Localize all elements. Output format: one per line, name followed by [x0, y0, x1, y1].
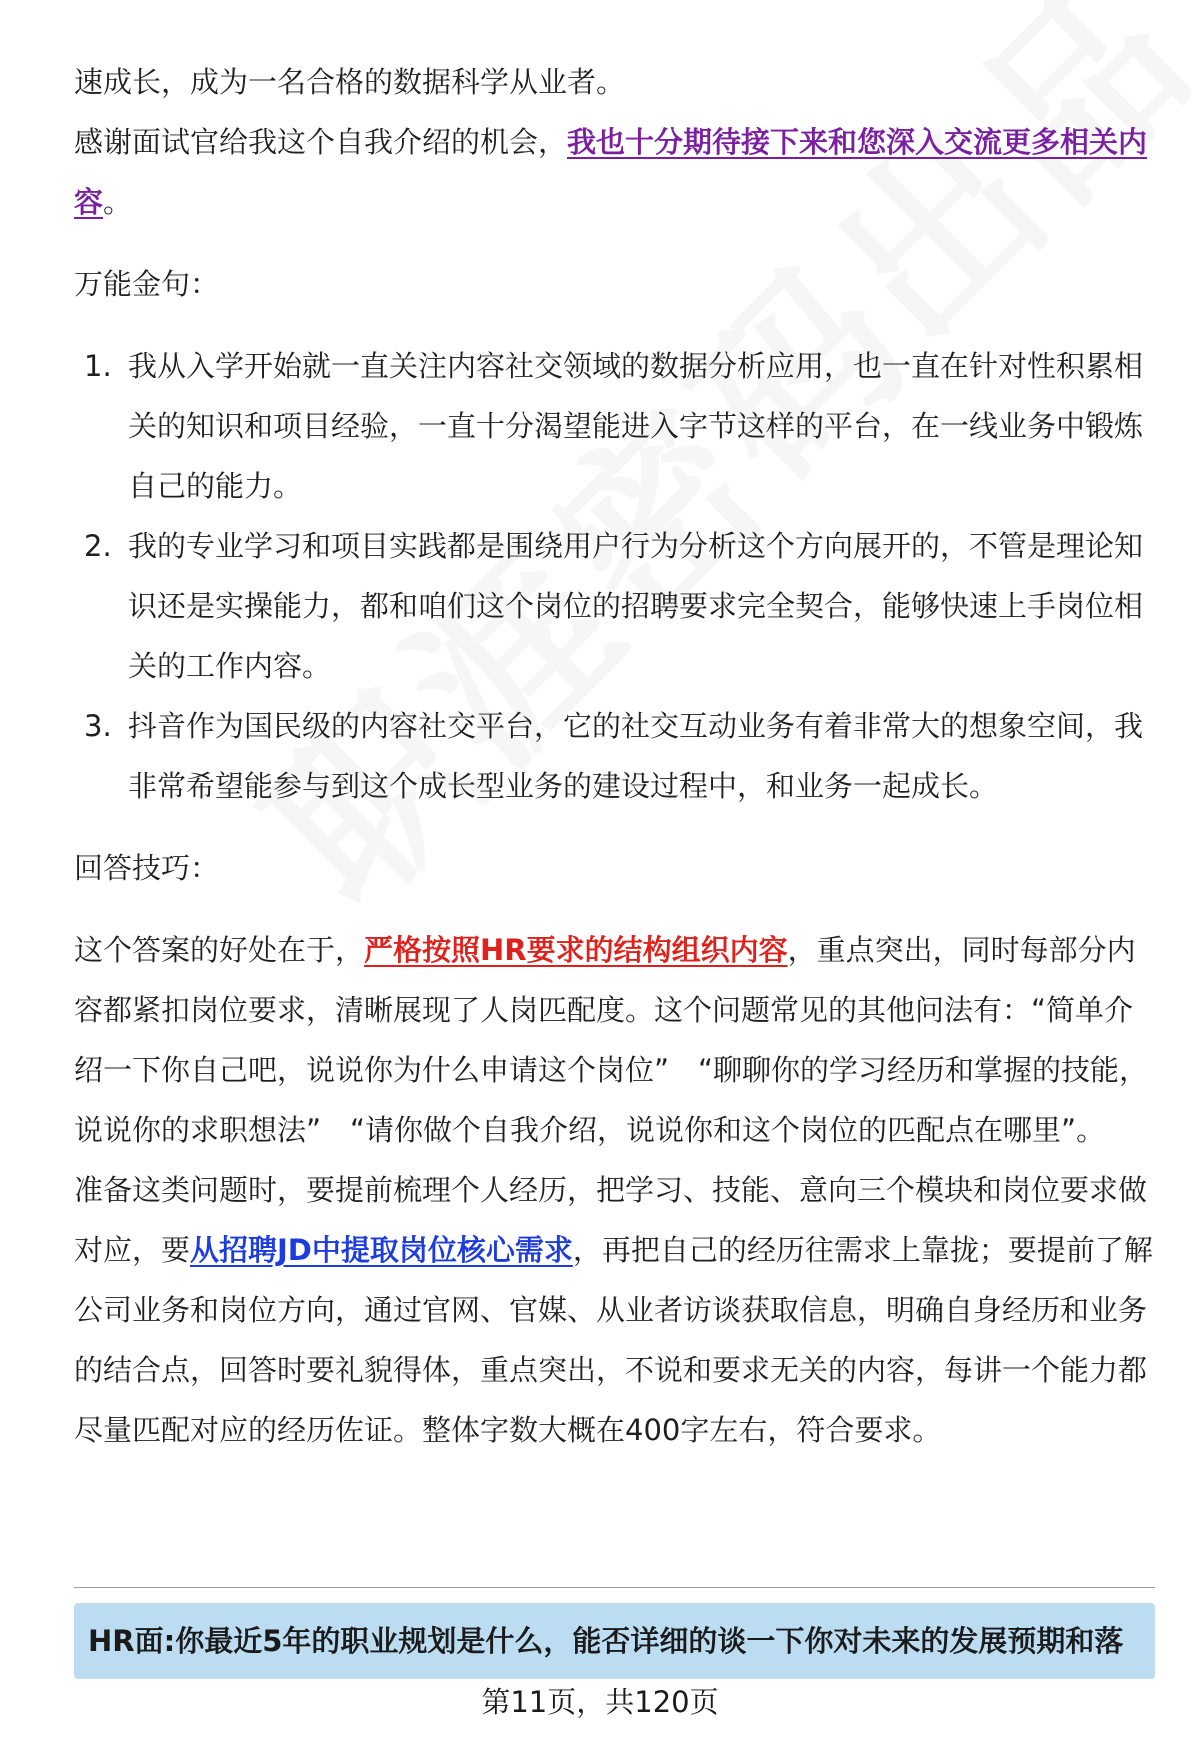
tips-paragraph-2 [74, 1160, 1154, 1460]
golden-heading: 万能金句： [74, 267, 220, 301]
list-item [74, 516, 1154, 696]
next-question-box [74, 1603, 1155, 1679]
intro-line: 速成长，成为一名合格的数据科学从业者。 [74, 65, 626, 99]
list-item-text: 抖音作为国民级的内容社交平台，它的社交互动业务有着非常大的想象空间，我非常希望能参与到这个成长型业务的建设过程中，和业务一起成长。 [128, 709, 1144, 803]
list-item-number: 1. [84, 349, 112, 383]
tips-heading: 回答技巧： [74, 851, 220, 885]
tips-p1-highlight: 严格按照HR要求的结构组织内容 [364, 933, 788, 967]
list-item-text: 我的专业学习和项目实践都是围绕用户行为分析这个方向展开的，不管是理论知识还是实操能力，都和咱们这个岗位的招聘要求完全契合，能够快速上手岗位相关的工作内容。 [128, 529, 1144, 683]
thanks-end: 。 [103, 185, 133, 219]
tips-p2-highlight: 从招聘JD中提取岗位核心需求 [190, 1233, 573, 1267]
tips-p2-body: ，再把自己的经历往需求上靠拢；要提前了解公司业务和岗位方向，通过官网、官媒、从业者访谈获取信息，明确自身经历和业务的结合点，回答时要礼貌得体，重点突出，不说和要求无关的内容，每讲一个能力都尽量匹配对应的经历佐证。整体字数大概在400字左右，符合要求。 [74, 1233, 1153, 1447]
list-item-number: 3. [84, 709, 112, 743]
document-body [74, 52, 1154, 1460]
tips-paragraph-1 [74, 920, 1154, 1160]
page-footer: 第11页，共120页 [481, 1685, 719, 1719]
list-item-number: 2. [84, 529, 112, 563]
list-item [74, 696, 1154, 816]
golden-list [74, 336, 1154, 816]
section-divider [74, 1587, 1155, 1588]
thanks-highlight: 我也十分期待接下来和您深入交流更多相关内容 [74, 125, 1148, 219]
tips-p2-intro: 准备这类问题时，要提前梳理个人经历，把学习、技能、意向三个模块和岗位要求做对应，要 [74, 1173, 1148, 1267]
thanks-text: 感谢面试官给我这个自我介绍的机会， [74, 125, 568, 159]
list-item-text: 我从入学开始就一直关注内容社交领域的数据分析应用，也一直在针对性积累相关的知识和项目经验，一直十分渴望能进入字节这样的平台，在一线业务中锻炼自己的能力。 [128, 349, 1144, 503]
list-item [74, 336, 1154, 516]
tips-p1-intro: 这个答案的好处在于， [74, 933, 365, 967]
tips-p1-body: ，重点突出，同时每部分内容都紧扣岗位要求，清晰展现了人岗匹配度。这个问题常见的其他问法有：“简单介绍一下你自己吧，说说你为什么申请这个岗位” “聊聊你的学习经历和掌握的技能，说说你的求职想法” “请你做个自我介绍，说说你和这个岗位的匹配点在哪里”。 [74, 933, 1149, 1147]
intro-paragraph [74, 52, 1154, 232]
next-question-text: HR面:你最近5年的职业规划是什么，能否详细的谈一下你对未来的发展预期和落 [88, 1624, 1124, 1658]
